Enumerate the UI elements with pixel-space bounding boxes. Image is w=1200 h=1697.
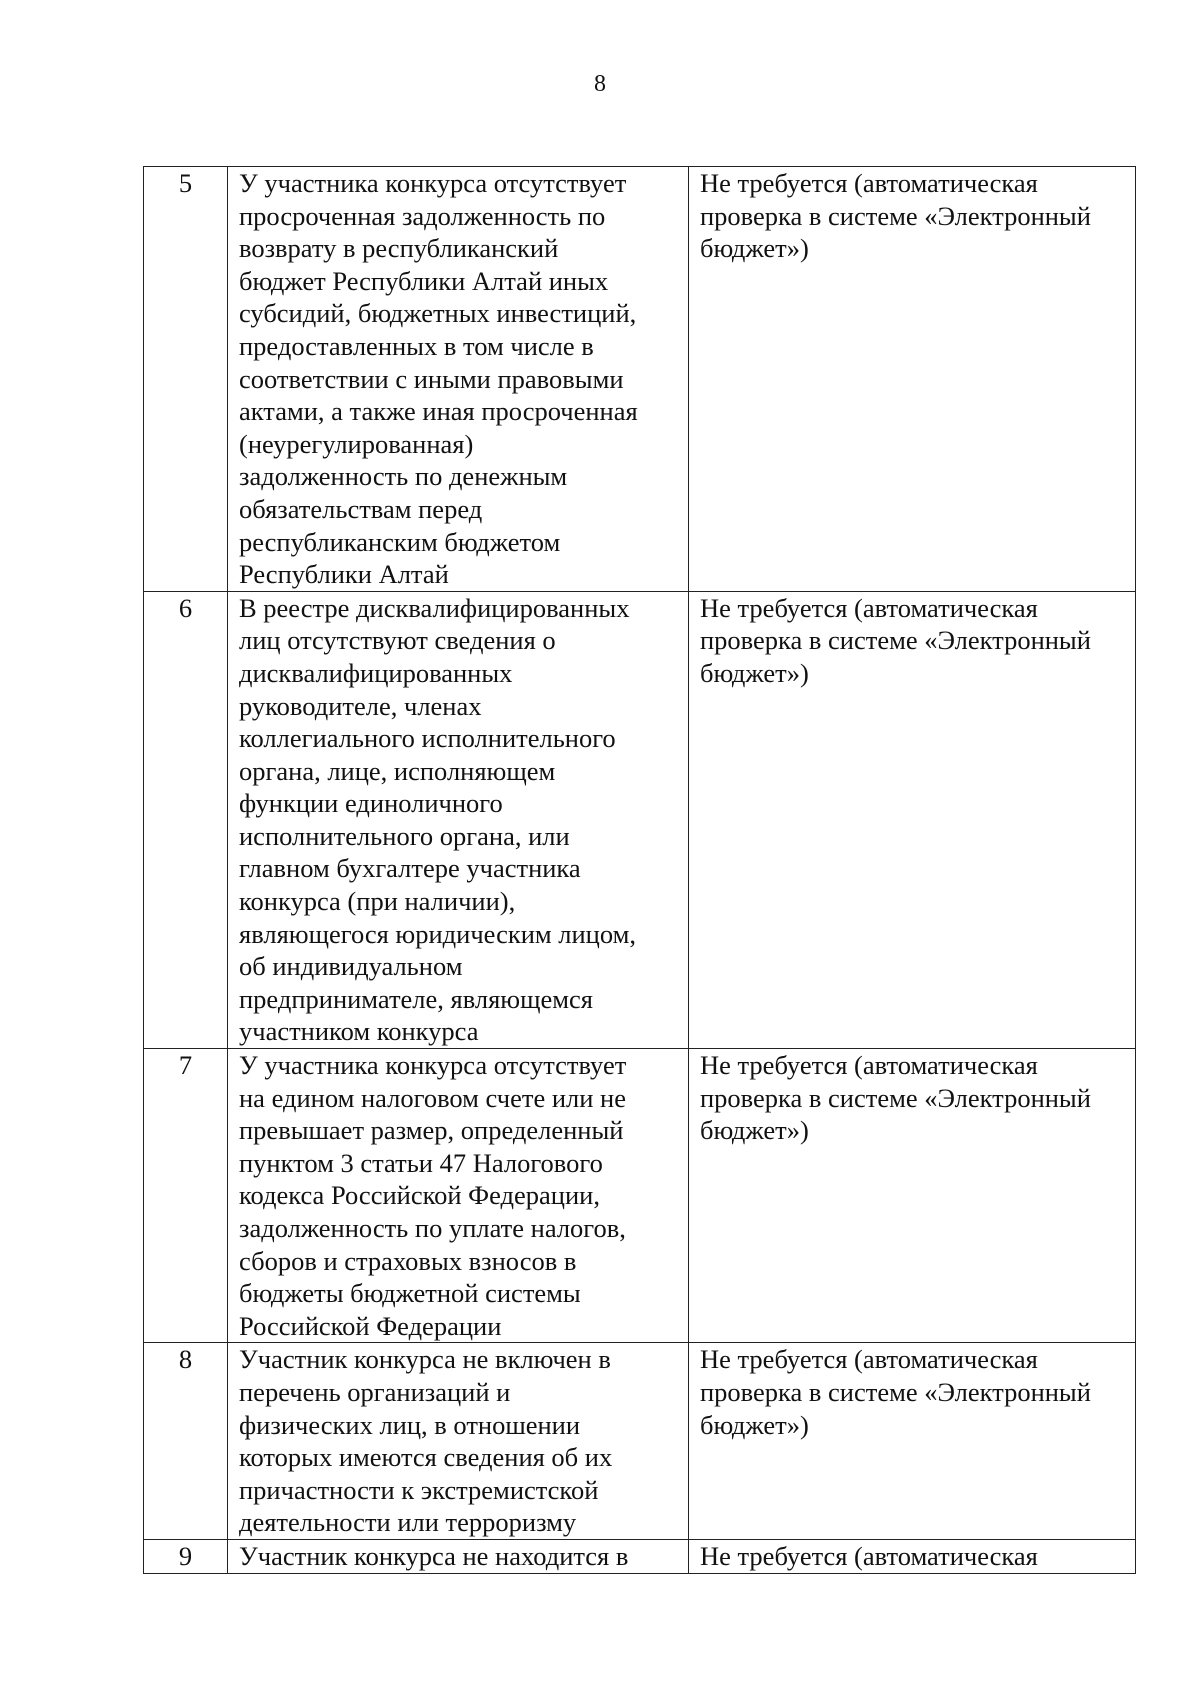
criterion-text-line: У участника конкурса отсутствует: [239, 168, 627, 198]
criterion-text-line: субсидий, бюджетных инвестиций,: [239, 298, 637, 329]
page-number: 8: [594, 71, 606, 97]
document-text-line: Не требуется (автоматическая: [700, 168, 1038, 198]
document-cell: [689, 1539, 1136, 1573]
criterion-text-line: пунктом 3 статьи 47 Налогового: [239, 1147, 603, 1178]
document-cell: [689, 591, 1136, 1048]
document-text-line: Не требуется (автоматическая: [700, 592, 1038, 623]
criterion-text-line: перечень организаций и: [239, 1376, 511, 1407]
row-number-cell: 9: [144, 1539, 228, 1573]
document-text-line: бюджет»): [700, 233, 809, 264]
criterion-text-line: участником конкурса: [239, 1016, 479, 1047]
document-text-line: бюджет»): [700, 1115, 809, 1146]
criterion-text-line: сборов и страховых взносов в: [239, 1245, 577, 1276]
criterion-text-line: У участника конкурса отсутствует: [239, 1050, 627, 1081]
criterion-text-line: бюджет Республики Алтай иных: [239, 265, 609, 296]
criterion-text-line: Участник конкурса не находится в: [239, 1540, 629, 1571]
document-text-line: Не требуется (автоматическая: [700, 1050, 1038, 1081]
criterion-text-line: функции единоличного: [239, 788, 503, 819]
criterion-text-line: являющегося юридическим лицом,: [239, 918, 637, 949]
criterion-text-line: (неурегулированная): [239, 428, 474, 459]
criterion-cell: [228, 1049, 689, 1343]
criterion-text-line: руководителе, членах: [239, 690, 482, 721]
criterion-text-line: превышает размер, определенный: [239, 1115, 624, 1146]
criterion-text-line: об индивидуальном: [239, 951, 463, 982]
criterion-text-line: актами, а также иная просроченная: [239, 396, 638, 427]
document-text-line: бюджет»): [700, 1409, 809, 1440]
criterion-text-line: соответствии с иными правовыми: [239, 363, 624, 394]
criterion-text-line: В реестре дисквалифицированных: [239, 592, 630, 623]
criterion-text-line: дисквалифицированных: [239, 657, 513, 688]
row-number-cell: 8: [144, 1343, 228, 1540]
criterion-text-line: возврату в республиканский: [239, 233, 559, 264]
criterion-text-line: задолженность по денежным: [239, 461, 568, 492]
document-text-line: проверка в системе «Электронный: [700, 1376, 1091, 1407]
criterion-text-line: республиканским бюджетом: [239, 526, 561, 557]
criteria-table-body: [144, 167, 1136, 1574]
document-text-line: проверка в системе «Электронный: [700, 1082, 1091, 1113]
row-number-cell: 6: [144, 591, 228, 1048]
criterion-text-line: конкурса (при наличии),: [239, 886, 516, 917]
criterion-text-line: просроченная задолженность по: [239, 200, 606, 231]
criterion-cell: [228, 1343, 689, 1540]
criterion-text-line: коллегиального исполнительного: [239, 723, 616, 754]
document-cell: [689, 1343, 1136, 1540]
criterion-text-line: главном бухгалтере участника: [239, 853, 581, 884]
criterion-cell: [228, 1539, 689, 1573]
criterion-text-line: лиц отсутствуют сведения о: [239, 625, 556, 656]
table-row: [144, 591, 1136, 1048]
row-number-cell: 7: [144, 1049, 228, 1343]
criterion-text-line: задолженность по уплате налогов,: [239, 1213, 626, 1243]
criterion-text-line: бюджеты бюджетной системы: [239, 1278, 581, 1309]
criterion-text-line: органа, лице, исполняющем: [239, 755, 556, 786]
criterion-text-line: исполнительного органа, или: [239, 820, 570, 851]
document-text-line: проверка в системе «Электронный: [700, 625, 1091, 656]
table-row: [144, 1343, 1136, 1540]
document-text-line: бюджет»): [700, 657, 809, 688]
table-row: [144, 1049, 1136, 1343]
criterion-text-line: Российской Федерации: [239, 1310, 502, 1341]
document-text-line: Не требуется (автоматическая: [700, 1344, 1038, 1375]
criterion-text-line: обязательствам перед: [239, 493, 483, 524]
table-row: [144, 167, 1136, 592]
criterion-text-line: предпринимателе, являющемся: [239, 983, 593, 1014]
criterion-text-line: причастности к экстремистской: [239, 1474, 599, 1505]
document-cell: [689, 1049, 1136, 1343]
criterion-cell: [228, 167, 689, 592]
criterion-text-line: на едином налоговом счете или не: [239, 1082, 626, 1113]
row-number-cell: 5: [144, 167, 228, 592]
criterion-text-line: деятельности или терроризму: [239, 1507, 577, 1538]
criterion-text-line: Республики Алтай: [239, 559, 449, 590]
criteria-table: [143, 166, 1136, 1574]
criterion-text-line: кодекса Российской Федерации,: [239, 1180, 600, 1211]
criterion-cell: [228, 591, 689, 1048]
criterion-text-line: физических лиц, в отношении: [239, 1409, 581, 1440]
document-text-line: проверка в системе «Электронный: [700, 200, 1091, 231]
document-cell: [689, 167, 1136, 592]
table-row: [144, 1539, 1136, 1573]
criterion-text-line: которых имеются сведения об их: [239, 1442, 613, 1473]
criterion-text-line: Участник конкурса не включен в: [239, 1344, 611, 1375]
criterion-text-line: предоставленных в том числе в: [239, 330, 594, 361]
document-text-line: Не требуется (автоматическая: [700, 1540, 1038, 1571]
